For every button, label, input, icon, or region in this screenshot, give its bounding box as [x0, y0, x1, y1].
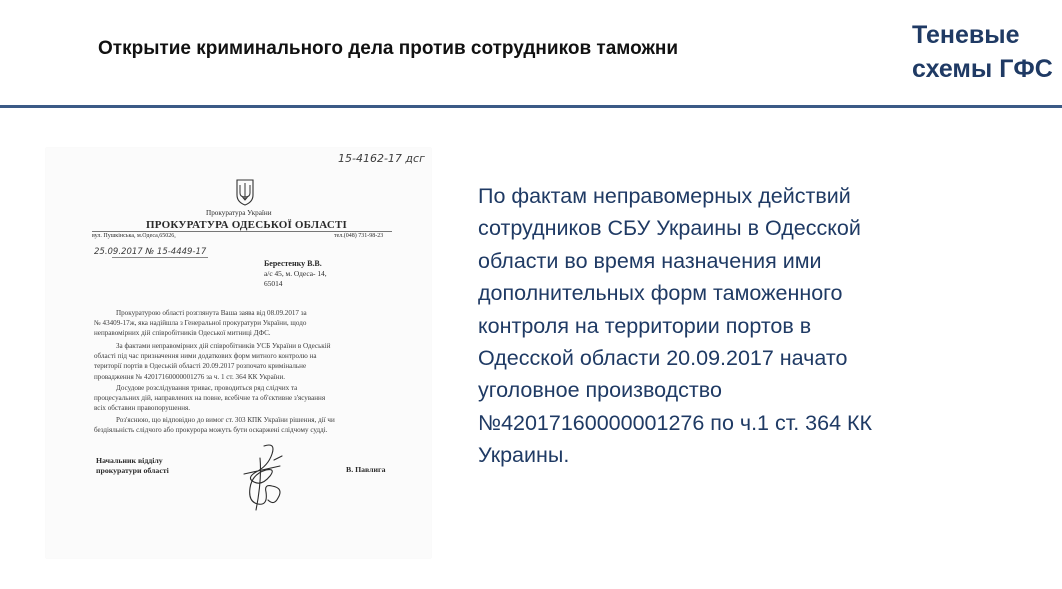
letter-line: № 43409-17ж, яка надійшла з Генеральної прокуратури України, щодо	[94, 319, 307, 328]
agency-small-label: Прокуратура України	[206, 209, 272, 217]
addressee-name: Берестенку В.В.	[264, 259, 322, 268]
agency-phone: тел.(048) 731-98-23	[334, 233, 384, 239]
brand-line-2: схемы ГФС	[912, 55, 1053, 83]
summary-line: Украины.	[478, 443, 570, 468]
letter-line: процесуальних дій, направлених на повне, всебічне та об'єктивне з'ясування	[94, 394, 326, 403]
addressee-address: а/с 45, м. Одеса- 14,	[264, 269, 327, 278]
letter-line: території портів в Одеській області 20.09.2017 розпочато кримінальне	[94, 362, 307, 371]
summary-text	[478, 180, 948, 472]
agency-address: вул. Пушкінська, м.Одеса,65026,	[92, 233, 176, 239]
letter-paragraph-4	[94, 415, 400, 435]
date-underline	[112, 257, 208, 258]
trident-emblem-icon	[234, 178, 256, 206]
letter-line: області під час призначення ними додаткових форм митного контролю на	[94, 352, 317, 361]
letter-line: провадження № 42017160000001276 за ч. 1 ст. 364 КК України.	[94, 372, 286, 381]
letterhead-line	[92, 231, 392, 232]
summary-line: сотрудников СБУ Украины в Одесской	[478, 216, 861, 241]
signatory-title-line-1: Начальник відділу	[96, 456, 163, 465]
brand-label	[912, 18, 1053, 86]
letter-paragraph-2	[94, 341, 400, 382]
addressee-postcode: 65014	[264, 279, 283, 288]
scanned-letter	[46, 148, 431, 558]
letter-line: Роз'яснюю, що відповідно до вимог ст. 303 КПК України рішення, дії чи	[116, 416, 335, 424]
letter-line: неправомірних дій співробітників Одеської митниці ДФС.	[94, 329, 271, 338]
handwritten-signature	[232, 440, 302, 515]
slide-title: Открытие криминального дела против сотрудников таможни	[98, 38, 679, 59]
signatory-title-line-2: прокуратури області	[96, 466, 169, 475]
date-and-number: 25.09.2017 № 15-4449-17	[94, 247, 207, 257]
handwritten-registration: 15-4162-17 дсг	[338, 152, 425, 165]
summary-line: По фактам неправомерных действий	[478, 184, 851, 208]
summary-line: контроля на территории портов в	[478, 313, 812, 338]
letter-line: всіх обставин правопорушення.	[94, 404, 191, 413]
letter-line: За фактами неправомірних дій співробітників УСБ України в Одеській	[116, 342, 331, 350]
summary-line: дополнительных форм таможенного	[478, 281, 843, 306]
letter-line: Досудове розслідування триває, проводиться ряд слідчих та	[116, 384, 298, 392]
letter-paragraph-1	[94, 308, 400, 339]
summary-line: Одесской области 20.09.2017 начато	[478, 346, 848, 371]
letter-line: бездіяльність слідчого або прокурора можуть бути оскаржені слідчому судді.	[94, 426, 328, 435]
brand-line-1: Теневые	[912, 21, 1020, 49]
agency-name: ПРОКУРАТУРА ОДЕСЬКОЇ ОБЛАСТІ	[146, 219, 348, 231]
summary-line: №42017160000001276 по ч.1 ст. 364 КК	[478, 410, 873, 435]
header-divider	[0, 105, 1062, 108]
summary-line: области во время назначения ими	[478, 248, 822, 273]
signatory-name: В. Павлига	[346, 465, 386, 474]
letter-paragraph-3	[94, 383, 400, 414]
letter-line: Прокуратурою області розглянута Ваша заява від 08.09.2017 за	[116, 309, 307, 317]
summary-line: уголовное производство	[478, 378, 722, 403]
